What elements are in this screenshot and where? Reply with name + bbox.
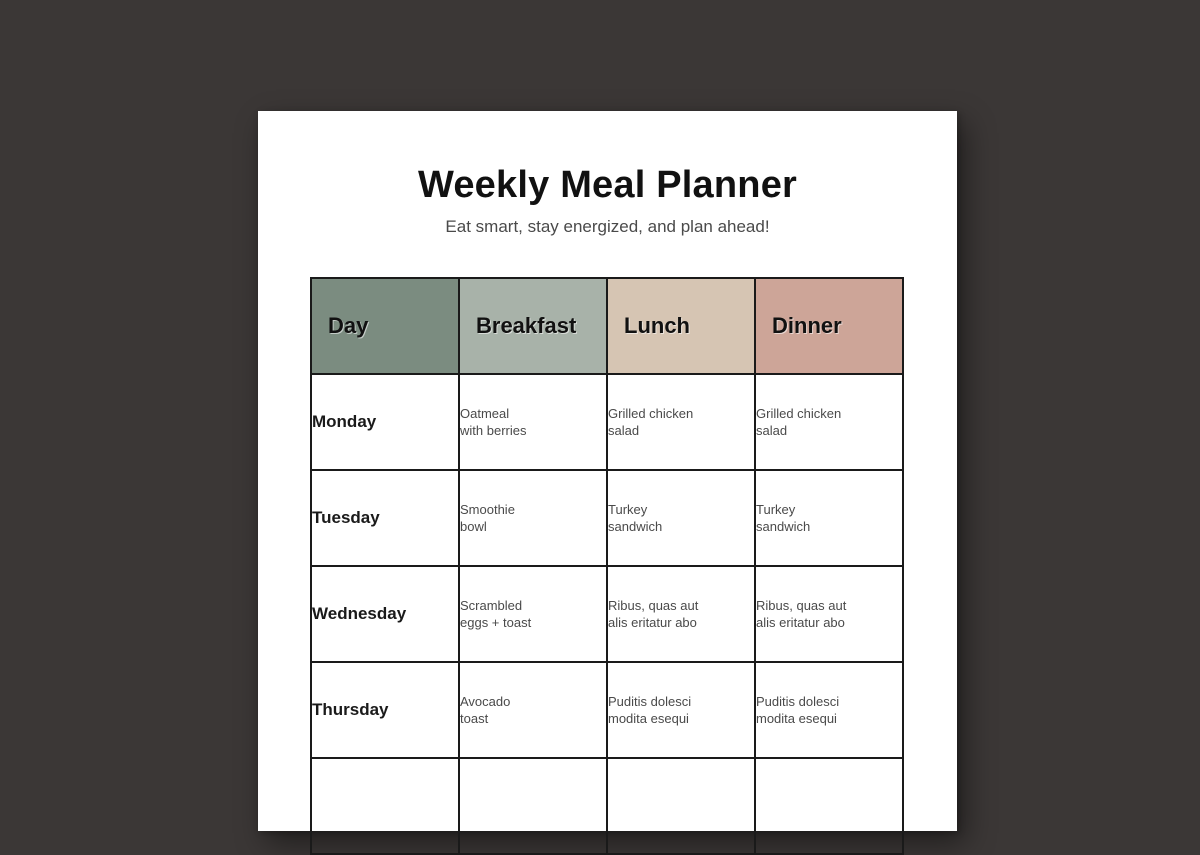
header-lunch: Lunch (607, 278, 755, 374)
lunch-cell[interactable]: Ribus, quas aut alis eritatur abo (607, 566, 755, 662)
table-row (311, 758, 903, 854)
table-row (311, 566, 903, 662)
breakfast-cell[interactable] (459, 758, 607, 854)
table-row (311, 470, 903, 566)
table-row (311, 662, 903, 758)
day-cell: Monday (311, 374, 459, 470)
day-cell (311, 758, 459, 854)
lunch-cell[interactable]: Puditis dolesci modita esequi (607, 662, 755, 758)
meal-table (310, 277, 904, 855)
header-breakfast: Breakfast (459, 278, 607, 374)
header-day: Day (311, 278, 459, 374)
day-cell: Tuesday (311, 470, 459, 566)
dinner-cell[interactable]: Turkey sandwich (755, 470, 903, 566)
lunch-cell[interactable]: Turkey sandwich (607, 470, 755, 566)
dinner-cell[interactable]: Ribus, quas aut alis eritatur abo (755, 566, 903, 662)
page-subtitle: Eat smart, stay energized, and plan ahead! (445, 217, 770, 236)
header-dinner: Dinner (755, 278, 903, 374)
dinner-cell[interactable]: Grilled chicken salad (755, 374, 903, 470)
breakfast-cell[interactable]: Avocado toast (459, 662, 607, 758)
table-header-row (311, 278, 903, 374)
planner-page (258, 111, 957, 831)
page-title: Weekly Meal Planner (417, 164, 798, 206)
lunch-cell[interactable] (607, 758, 755, 854)
dinner-cell[interactable] (755, 758, 903, 854)
breakfast-cell[interactable]: Scrambled eggs + toast (459, 566, 607, 662)
breakfast-cell[interactable]: Oatmeal with berries (459, 374, 607, 470)
breakfast-cell[interactable]: Smoothie bowl (459, 470, 607, 566)
dinner-cell[interactable]: Puditis dolesci modita esequi (755, 662, 903, 758)
day-cell: Wednesday (311, 566, 459, 662)
day-cell: Thursday (311, 662, 459, 758)
table-row (311, 374, 903, 470)
lunch-cell[interactable]: Grilled chicken salad (607, 374, 755, 470)
